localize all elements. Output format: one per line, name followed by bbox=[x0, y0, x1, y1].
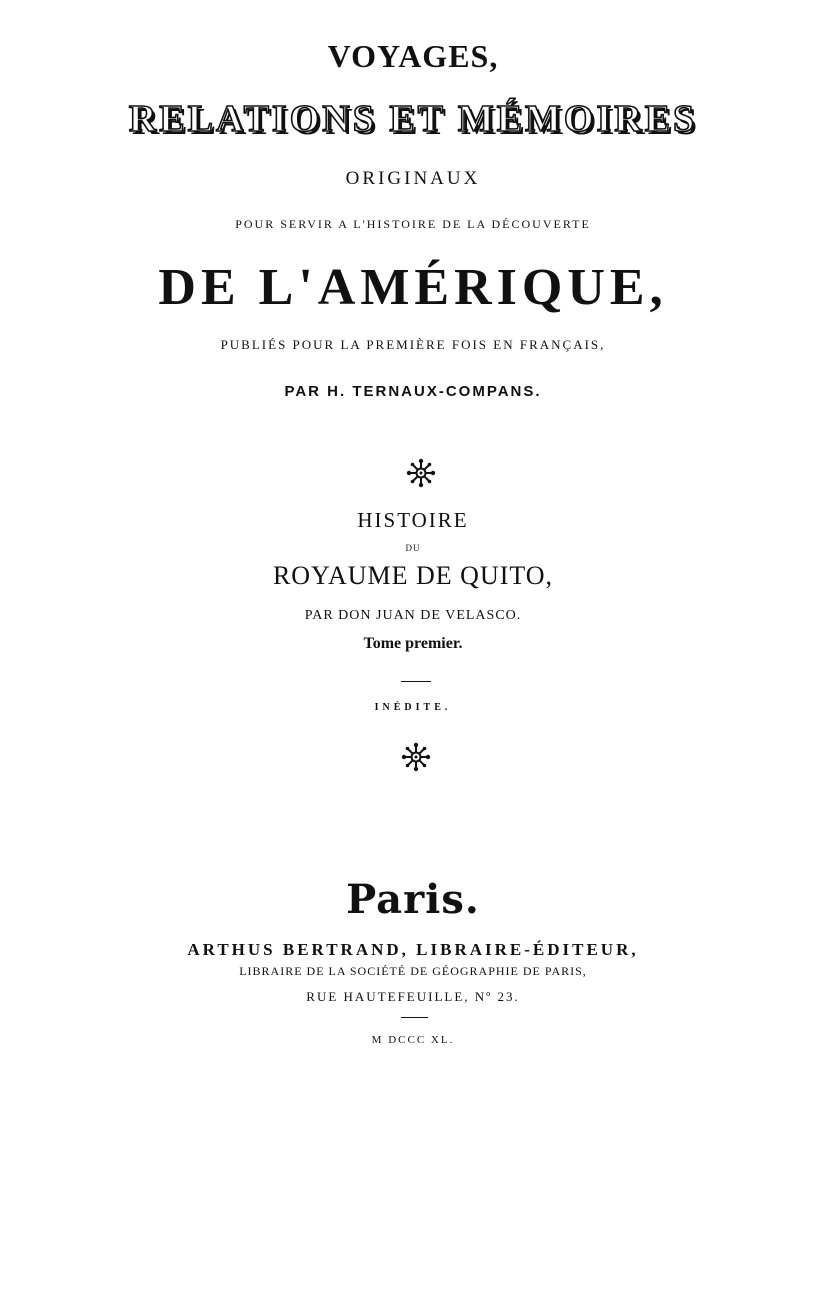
originaux-line: ORIGINAUX bbox=[345, 168, 481, 189]
city-imprint: Paris. bbox=[346, 876, 480, 923]
publies-line: PUBLIÉS POUR LA PREMIÈRE FOIS EN FRANÇAIS, bbox=[220, 337, 606, 352]
series-subtitle: RELATIONS ET MÉMOIRES bbox=[128, 98, 698, 140]
publisher-name: ARTHUS BERTRAND, LIBRAIRE-ÉDITEUR, bbox=[187, 940, 639, 959]
series-title: VOYAGES, bbox=[327, 38, 499, 74]
volume-label: Tome premier. bbox=[363, 635, 463, 652]
main-title: DE L'AMÉRIQUE, bbox=[158, 259, 668, 316]
publisher-address: RUE HAUTEFEUILLE, Nº 23. bbox=[306, 989, 520, 1004]
work-subject: ROYAUME DE QUITO, bbox=[272, 561, 554, 590]
inedite-label: INÉDITE. bbox=[374, 702, 452, 713]
fleuron-ornament-icon bbox=[406, 458, 436, 488]
divider-rule bbox=[401, 1017, 428, 1018]
pour-servir-line: POUR SERVIR A L'HISTOIRE DE LA DÉCOUVERTE bbox=[235, 217, 591, 231]
publisher-society: LIBRAIRE DE LA SOCIÉTÉ DE GÉOGRAPHIE DE PARIS, bbox=[239, 964, 587, 978]
work-author: PAR DON JUAN DE VELASCO. bbox=[304, 608, 522, 623]
work-title: HISTOIRE bbox=[357, 508, 469, 532]
editor-line: PAR H. TERNAUX-COMPANS. bbox=[284, 383, 542, 400]
publication-year: M DCCC XL. bbox=[371, 1034, 455, 1046]
divider-rule bbox=[401, 681, 431, 682]
fleuron-ornament-icon bbox=[401, 742, 431, 772]
work-du: DU bbox=[405, 543, 421, 553]
